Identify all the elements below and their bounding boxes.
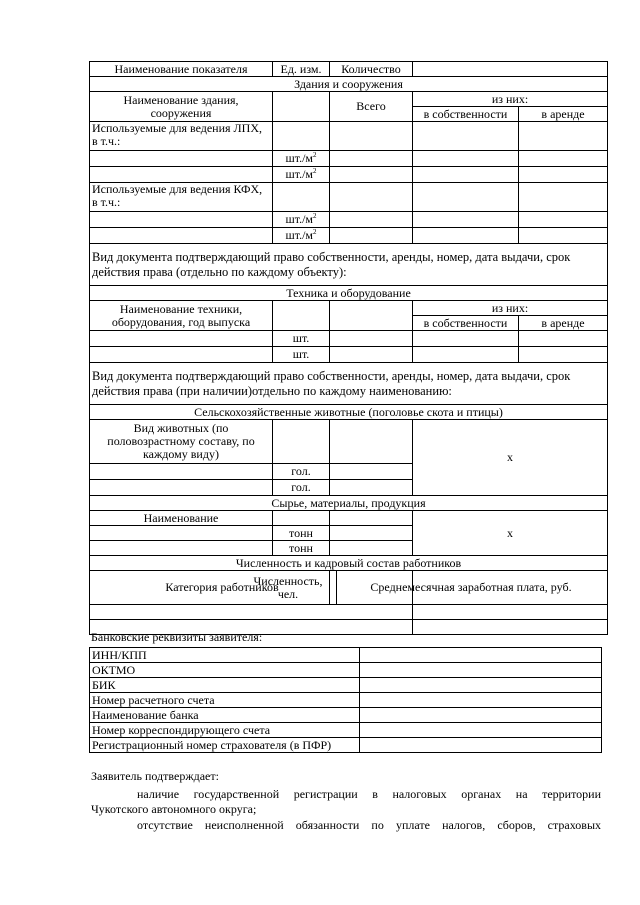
staff-salary-header [253, 571, 608, 605]
animals-unit-cell: гол. [273, 480, 330, 496]
bank-row-value[interactable] [360, 723, 602, 738]
animals-col-name: Вид животных (по половозрастному составу, по каждому виду) [90, 420, 273, 464]
bank-title: Банковские реквизиты заявителя: [91, 630, 263, 644]
bank-row-label: ИНН/КПП [90, 648, 360, 663]
materials-col-name: Наименование [90, 511, 273, 526]
buildings-lph-label: Используемые для ведения ЛПХ, в т.ч.: [90, 122, 273, 151]
materials-mark: х [413, 511, 608, 556]
header-unit: Ед. изм. [273, 62, 330, 77]
bank-row-label: Наименование банка [90, 708, 360, 723]
header-qty: Количество [330, 62, 413, 77]
bank-row-label: БИК [90, 678, 360, 693]
bank-row-value[interactable] [360, 678, 602, 693]
equipment-col-of-them: из них: [413, 301, 608, 316]
equipment-unit-cell: шт. [273, 347, 330, 363]
buildings-section-title: Здания и сооружения [90, 77, 608, 92]
property-table [89, 61, 608, 635]
equipment-doc-note: Вид документа подтверждающий право собственности, аренды, номер, дата выдачи, срок действия права (при наличии)отдельно по каждому наименованию: [90, 363, 608, 405]
header-empty [413, 62, 608, 77]
buildings-col-own: в собственности [413, 107, 519, 122]
buildings-col-total: Всего [330, 92, 413, 122]
bank-row-value[interactable] [360, 708, 602, 723]
equipment-col-own: в собственности [413, 316, 519, 331]
bank-row [90, 738, 602, 753]
staff-col-count: Численность, чел. [253, 573, 323, 601]
bank-row-label: Номер расчетного счета [90, 693, 360, 708]
confirm-p1-line2: Чукотского автономного округа; [91, 802, 257, 816]
materials-unit-cell: тонн [273, 526, 330, 541]
equipment-col-rent: в аренде [519, 316, 608, 331]
confirm-title: Заявитель подтверждает: [91, 769, 219, 783]
bank-row-label: Регистрационный номер страхователя (в ПФР) [90, 738, 360, 753]
bank-row [90, 678, 602, 693]
confirm-p2-line1: отсутствие неисполненной обязанности по уплате налогов, сборов, страховых [137, 818, 601, 832]
bank-row [90, 648, 602, 663]
bank-row [90, 693, 602, 708]
bank-row [90, 663, 602, 678]
buildings-kfh-label: Используемые для ведения КФХ, в т.ч.: [90, 183, 273, 212]
buildings-col-name: Наименование здания, сооружения [90, 92, 273, 122]
buildings-doc-note: Вид документа подтверждающий право собственности, аренды, номер, дата выдачи, срок действия права (отдельно по каждому объекту): [90, 244, 608, 286]
bank-row-value[interactable] [360, 648, 602, 663]
table-header-row [90, 62, 608, 77]
bank-row-label: Номер корреспондирующего счета [90, 723, 360, 738]
buildings-unit-cell: $шт./м^2$ [273, 212, 330, 228]
bank-table [89, 647, 602, 753]
staff-section-title: Численность и кадровый состав работников [90, 556, 608, 571]
bank-row [90, 708, 602, 723]
buildings-unit-cell: $шт./м^2$ [273, 167, 330, 183]
bank-row-value[interactable] [360, 693, 602, 708]
equipment-unit-cell: шт. [273, 331, 330, 347]
bank-row-value[interactable] [360, 738, 602, 753]
materials-section-title: Сырье, материалы, продукция [90, 496, 608, 511]
equipment-section-title: Техника и оборудование [90, 286, 608, 301]
bank-row-value[interactable] [360, 663, 602, 678]
materials-unit-cell: тонн [273, 541, 330, 556]
staff-col-category: Категория работников [90, 571, 413, 605]
animals-unit-cell: гол. [273, 464, 330, 480]
header-name: Наименование показателя [90, 62, 273, 77]
equipment-col-name: Наименование техники, оборудования, год выпуска [90, 301, 273, 331]
bank-row-label: ОКТМО [90, 663, 360, 678]
staff-col-salary: Среднемесячная заработная плата, руб. [336, 571, 605, 604]
buildings-col-rent: в аренде [519, 107, 608, 122]
buildings-unit-cell: $шт./м^2$ [273, 228, 330, 244]
bank-row [90, 723, 602, 738]
buildings-unit-cell: $шт./м^2$ [273, 151, 330, 167]
animals-section-title: Сельскохозяйственные животные (поголовье скота и птицы) [90, 405, 608, 420]
animals-mark: х [413, 420, 608, 496]
confirm-p1-line1: наличие государственной регистрации в налоговых органах на территории [137, 787, 601, 801]
buildings-col-of-them: из них: [413, 92, 608, 107]
